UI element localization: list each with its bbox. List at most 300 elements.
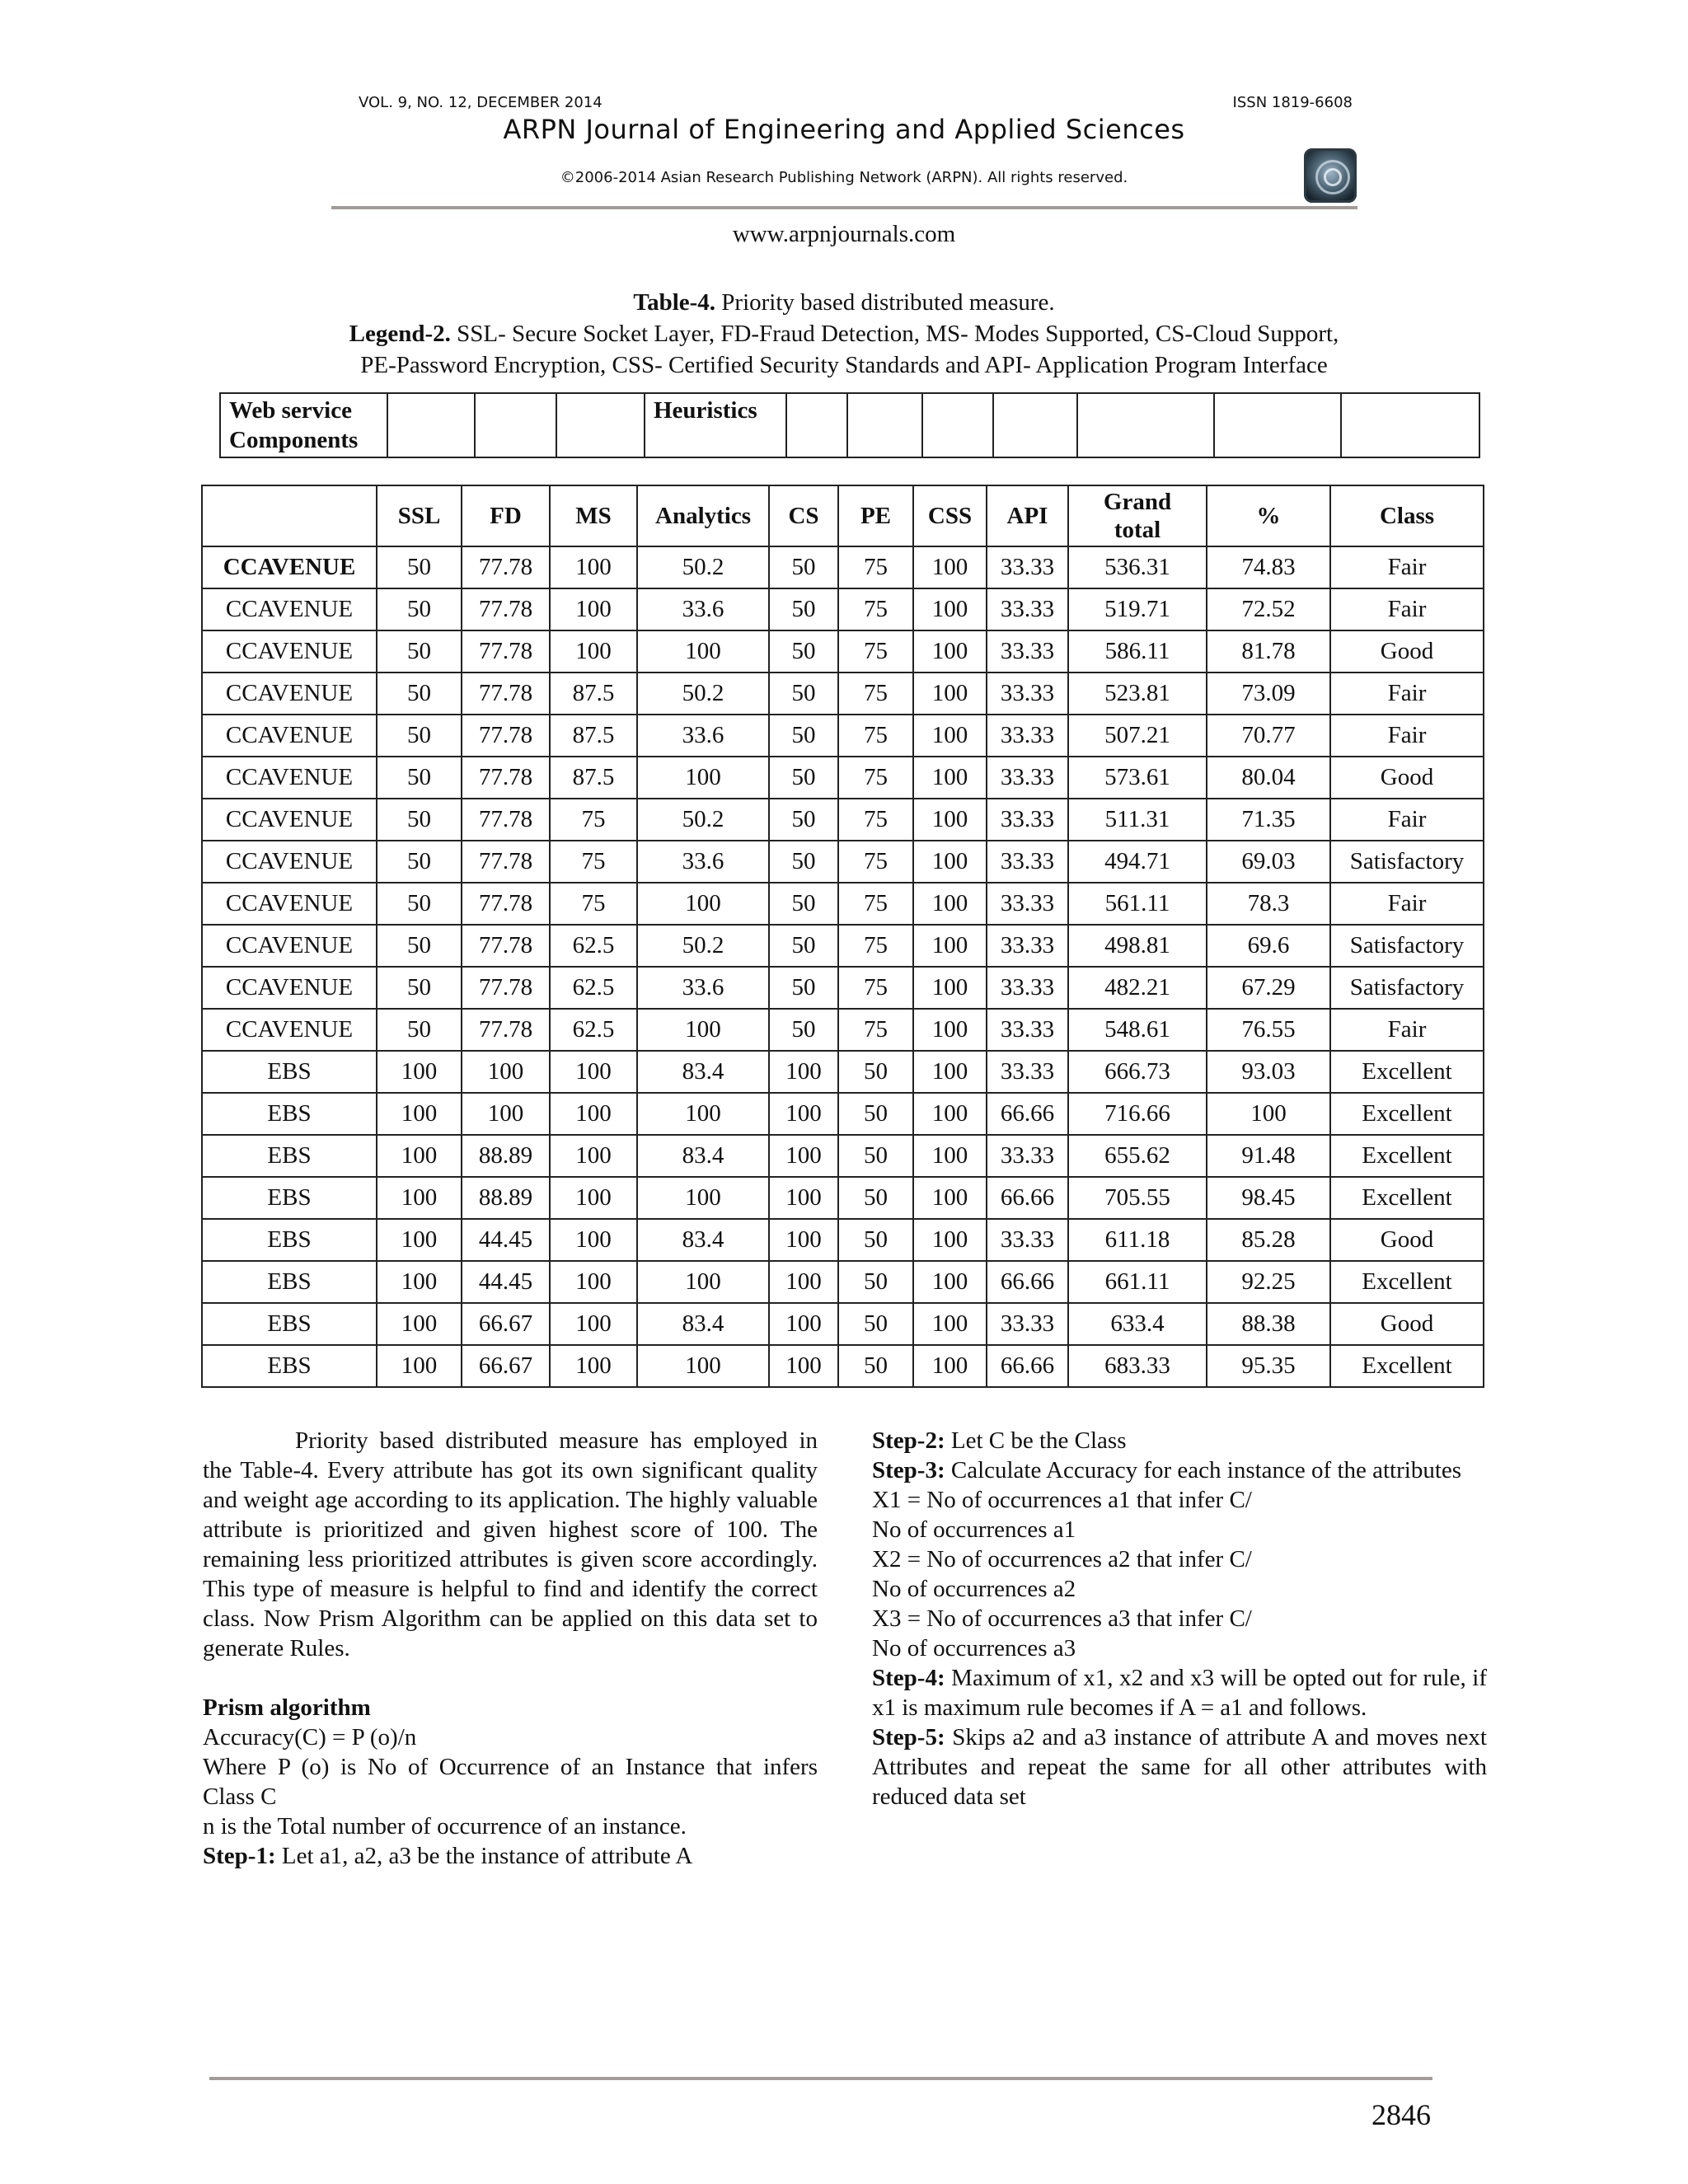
column-header: % — [1207, 485, 1330, 546]
table-cell: 88.38 — [1207, 1303, 1330, 1345]
table-cell: 44.45 — [462, 1219, 550, 1261]
step-5-text: Skips a2 and a3 instance of attribute A and moves next Attributes and repeat the same for all other attributes with reduced data set — [872, 1724, 1487, 1810]
table-cell: 33.33 — [987, 630, 1068, 673]
table-cell: 100 — [769, 1345, 838, 1387]
table-row — [202, 1345, 1484, 1387]
table-cell: 50 — [377, 799, 462, 841]
table-cell: Excellent — [1330, 1051, 1484, 1093]
table-cell: 494.71 — [1068, 841, 1207, 883]
table-cell: 100 — [550, 1093, 637, 1135]
table-row — [202, 1093, 1484, 1135]
table-cell: 511.31 — [1068, 799, 1207, 841]
table-row — [202, 630, 1484, 673]
table-cell: 75 — [838, 1009, 913, 1051]
row-label-cell: EBS — [202, 1093, 377, 1135]
legend-line-2: PE-Password Encryption, CSS- Certified Security Standards and API- Application Program Interface — [360, 352, 1328, 378]
row-label-cell: EBS — [202, 1303, 377, 1345]
table-cell: 100 — [550, 588, 637, 630]
table-cell: 81.78 — [1207, 630, 1330, 673]
table-cell: 100 — [913, 1345, 987, 1387]
table-cell: 66.66 — [987, 1261, 1068, 1303]
table-cell: 100 — [769, 1051, 838, 1093]
step-1-label: Step-1: — [203, 1843, 276, 1869]
table-cell: 66.67 — [462, 1345, 550, 1387]
table-cell: 50 — [769, 630, 838, 673]
step-2 — [872, 1426, 1487, 1455]
table-cell: 75 — [838, 715, 913, 757]
row-label-cell: CCAVENUE — [202, 715, 377, 757]
table-cell: 50 — [377, 715, 462, 757]
row-label-cell: CCAVENUE — [202, 673, 377, 715]
header-divider — [331, 206, 1357, 209]
row-label-cell: CCAVENUE — [202, 546, 377, 588]
table-cell: 95.35 — [1207, 1345, 1330, 1387]
row-label-cell: EBS — [202, 1261, 377, 1303]
table-cell: 77.78 — [462, 967, 550, 1009]
table-row — [202, 588, 1484, 630]
table-cell: 33.33 — [987, 883, 1068, 925]
table-cell: 75 — [838, 925, 913, 967]
table-cell: 33.33 — [987, 715, 1068, 757]
table-cell: 83.4 — [637, 1135, 769, 1177]
table-cell: 50 — [838, 1177, 913, 1219]
table-cell: 586.11 — [1068, 630, 1207, 673]
table-cell: 100 — [550, 1219, 637, 1261]
table-cell: 33.6 — [637, 841, 769, 883]
table-cell: 77.78 — [462, 1009, 550, 1051]
table-cell: Fair — [1330, 673, 1484, 715]
table-cell: 50.2 — [637, 925, 769, 967]
table-cell: 100 — [550, 1051, 637, 1093]
web-service-components-label: Web service Components — [220, 393, 387, 457]
footer-divider — [209, 2077, 1432, 2080]
step-5-label: Step-5: — [872, 1724, 945, 1750]
row-label-cell: CCAVENUE — [202, 967, 377, 1009]
row-label-cell: EBS — [202, 1177, 377, 1219]
table-cell: 50 — [377, 883, 462, 925]
table-row — [202, 1261, 1484, 1303]
column-header: Analytics — [637, 485, 769, 546]
table-cell: 100 — [769, 1093, 838, 1135]
table-cell: 507.21 — [1068, 715, 1207, 757]
table-cell: 66.66 — [987, 1177, 1068, 1219]
table-cell: 100 — [637, 757, 769, 799]
table-cell: 33.33 — [987, 546, 1068, 588]
column-header: Grand total — [1068, 485, 1207, 546]
row-label-cell: CCAVENUE — [202, 630, 377, 673]
table-cell: 92.25 — [1207, 1261, 1330, 1303]
stub-cell — [556, 393, 645, 457]
table-cell: 75 — [838, 967, 913, 1009]
table-cell: 75 — [838, 546, 913, 588]
table-cell: 100 — [913, 883, 987, 925]
table-cell: 33.33 — [987, 757, 1068, 799]
copyright-notice: ©2006-2014 Asian Research Publishing Network (ARPN). All rights reserved. — [560, 169, 1128, 186]
step-3 — [872, 1455, 1487, 1485]
table-cell: 561.11 — [1068, 883, 1207, 925]
table-cell: 33.33 — [987, 1135, 1068, 1177]
step-2-text: Let C be the Class — [945, 1427, 1127, 1454]
table-cell: 50 — [769, 841, 838, 883]
table-cell: 100 — [913, 1051, 987, 1093]
step-1 — [203, 1841, 818, 1871]
row-label-cell: CCAVENUE — [202, 1009, 377, 1051]
table-cell: 75 — [838, 588, 913, 630]
table-cell: 91.48 — [1207, 1135, 1330, 1177]
table-cell: 50 — [838, 1135, 913, 1177]
table-cell: 100 — [550, 1135, 637, 1177]
table-cell: 77.78 — [462, 799, 550, 841]
table-cell: 100 — [769, 1303, 838, 1345]
table-cell: 482.21 — [1068, 967, 1207, 1009]
step-4-text: Maximum of x1, x2 and x3 will be opted out for rule, if x1 is maximum rule becomes if A = a1 and follows. — [872, 1665, 1487, 1721]
table-cell: 50 — [377, 630, 462, 673]
stub-cell — [475, 393, 556, 457]
table-cell: 83.4 — [637, 1303, 769, 1345]
table-cell: 75 — [838, 630, 913, 673]
table-cell: 716.66 — [1068, 1093, 1207, 1135]
table-cell: 100 — [913, 1177, 987, 1219]
table-header-row — [202, 485, 1484, 546]
table-cell: 100 — [769, 1261, 838, 1303]
table-cell: 33.33 — [987, 1009, 1068, 1051]
priority-measure-table — [201, 485, 1484, 1388]
table-cell: 62.5 — [550, 925, 637, 967]
table-cell: 85.28 — [1207, 1219, 1330, 1261]
volume-info: VOL. 9, NO. 12, DECEMBER 2014 — [359, 94, 603, 111]
table-cell: 88.89 — [462, 1177, 550, 1219]
table-cell: 100 — [913, 630, 987, 673]
stub-cell — [993, 393, 1077, 457]
table-cell: 100 — [550, 546, 637, 588]
table-cell: 50 — [769, 925, 838, 967]
table-cell: 50 — [377, 757, 462, 799]
table-cell: 50 — [769, 546, 838, 588]
table-cell: 100 — [913, 673, 987, 715]
table-cell: 75 — [550, 841, 637, 883]
table-title: Priority based distributed measure. — [721, 289, 1055, 316]
column-header: FD — [462, 485, 550, 546]
row-label-cell: EBS — [202, 1051, 377, 1093]
table-cell: 50 — [838, 1219, 913, 1261]
table-cell: 100 — [377, 1261, 462, 1303]
table-cell: 100 — [550, 1303, 637, 1345]
stub-cell — [1077, 393, 1214, 457]
n-definition: n is the Total number of occurrence of an instance. — [203, 1813, 687, 1840]
table-cell: 100 — [637, 883, 769, 925]
table-cell: Good — [1330, 630, 1484, 673]
table-cell: 50 — [377, 967, 462, 1009]
table-cell: Satisfactory — [1330, 925, 1484, 967]
table-cell: 100 — [637, 1261, 769, 1303]
table-cell: 75 — [838, 799, 913, 841]
table-cell: 100 — [637, 630, 769, 673]
table-cell: 33.33 — [987, 1303, 1068, 1345]
table-cell: 50 — [769, 588, 838, 630]
step-3-text: Calculate Accuracy for each instance of the attributes — [945, 1457, 1462, 1483]
stub-cell — [922, 393, 993, 457]
table-cell: 67.29 — [1207, 967, 1330, 1009]
table-cell: 70.77 — [1207, 715, 1330, 757]
table-cell: 50 — [769, 799, 838, 841]
table-row — [202, 1219, 1484, 1261]
table-cell: 633.4 — [1068, 1303, 1207, 1345]
intro-paragraph: Priority based distributed measure has employed in the Table-4. Every attribute has got its own significant quality and weight age according to its application. The highly valuable attribute is prioritized and given highest score of 100. The remaining less prioritized attributes is given score accordingly. This type of measure is helpful to find and identify the correct class. Now Prism Algorithm can be applied on this data set to generate Rules. — [203, 1427, 818, 1661]
issn: ISSN 1819-6608 — [1232, 94, 1353, 111]
column-header: MS — [550, 485, 637, 546]
table-cell: 77.78 — [462, 757, 550, 799]
table-cell: 88.89 — [462, 1135, 550, 1177]
table-cell: 50 — [377, 841, 462, 883]
table-cell: 33.33 — [987, 1051, 1068, 1093]
table-cell: 100 — [377, 1093, 462, 1135]
website-url: www.arpnjournals.com — [732, 221, 956, 247]
table-row — [202, 883, 1484, 925]
table-cell: 50 — [377, 673, 462, 715]
table-row — [202, 967, 1484, 1009]
table-cell: 100 — [913, 1261, 987, 1303]
table-cell: 44.45 — [462, 1261, 550, 1303]
x1-line-b: No of occurrences a1 — [872, 1516, 1076, 1543]
table-row — [202, 1051, 1484, 1093]
journal-title: ARPN Journal of Engineering and Applied Sciences — [503, 114, 1185, 145]
table-cell: 100 — [550, 630, 637, 673]
table-cell: 50 — [377, 546, 462, 588]
table-cell: 50 — [377, 588, 462, 630]
table-cell: 50.2 — [637, 673, 769, 715]
table-cell: 50 — [838, 1093, 913, 1135]
table-cell: Excellent — [1330, 1261, 1484, 1303]
table-cell: 33.33 — [987, 967, 1068, 1009]
table-cell: 519.71 — [1068, 588, 1207, 630]
prism-algorithm-heading: Prism algorithm — [203, 1694, 371, 1721]
table-cell: 683.33 — [1068, 1345, 1207, 1387]
table-row — [202, 1177, 1484, 1219]
table-cell: 100 — [462, 1051, 550, 1093]
heuristics-label: Heuristics — [645, 393, 786, 457]
table-cell: 100 — [913, 546, 987, 588]
table-label: Table-4. — [633, 289, 716, 316]
row-label-cell: CCAVENUE — [202, 925, 377, 967]
table-cell: 100 — [913, 1303, 987, 1345]
table-cell: 100 — [913, 967, 987, 1009]
table-cell: 98.45 — [1207, 1177, 1330, 1219]
table-cell: 50.2 — [637, 799, 769, 841]
table-row — [202, 546, 1484, 588]
table-cell: 573.61 — [1068, 757, 1207, 799]
legend-line-1 — [0, 318, 1688, 349]
table-cell: Good — [1330, 1219, 1484, 1261]
table-cell: 100 — [462, 1093, 550, 1135]
table-cell: 100 — [377, 1135, 462, 1177]
column-header: CSS — [913, 485, 987, 546]
table-cell: 100 — [769, 1219, 838, 1261]
table-cell: 73.09 — [1207, 673, 1330, 715]
table-cell: 77.78 — [462, 546, 550, 588]
table-cell: Fair — [1330, 546, 1484, 588]
table-row — [202, 841, 1484, 883]
arpn-logo-icon — [1304, 148, 1357, 203]
row-label-cell: CCAVENUE — [202, 757, 377, 799]
table-cell: 100 — [637, 1177, 769, 1219]
table-caption — [0, 287, 1688, 318]
table-cell: 100 — [377, 1051, 462, 1093]
table-row — [202, 925, 1484, 967]
table-cell: 100 — [913, 799, 987, 841]
step-5 — [872, 1722, 1487, 1811]
table-cell: 100 — [769, 1177, 838, 1219]
row-label-cell: CCAVENUE — [202, 799, 377, 841]
table-cell: 100 — [377, 1219, 462, 1261]
table-cell: 77.78 — [462, 883, 550, 925]
table-cell: 33.6 — [637, 967, 769, 1009]
table-cell: 100 — [550, 1177, 637, 1219]
x1-line-a: X1 = No of occurrences a1 that infer C/ — [872, 1487, 1252, 1513]
stub-cell — [1214, 393, 1341, 457]
table-cell: 661.11 — [1068, 1261, 1207, 1303]
table-cell: 705.55 — [1068, 1177, 1207, 1219]
table-cell: 50 — [838, 1261, 913, 1303]
x3-line-a: X3 = No of occurrences a3 that infer C/ — [872, 1605, 1252, 1632]
table-cell: 536.31 — [1068, 546, 1207, 588]
table-cell: 75 — [550, 883, 637, 925]
table-cell: 71.35 — [1207, 799, 1330, 841]
step-2-label: Step-2: — [872, 1427, 945, 1454]
table-cell: 100 — [913, 1219, 987, 1261]
table-cell: 75 — [838, 673, 913, 715]
table-cell: 78.3 — [1207, 883, 1330, 925]
row-label-cell: EBS — [202, 1219, 377, 1261]
table-cell: 75 — [838, 757, 913, 799]
stub-cell — [1341, 393, 1479, 457]
table-cell: 75 — [550, 799, 637, 841]
table-cell: 611.18 — [1068, 1219, 1207, 1261]
table-row — [202, 715, 1484, 757]
table-cell: 50 — [769, 967, 838, 1009]
table-cell: 33.33 — [987, 588, 1068, 630]
table-cell: Fair — [1330, 588, 1484, 630]
table-cell: Excellent — [1330, 1177, 1484, 1219]
table-cell: 74.83 — [1207, 546, 1330, 588]
table-cell: 100 — [550, 1345, 637, 1387]
table-cell: 77.78 — [462, 715, 550, 757]
table-cell: 77.78 — [462, 925, 550, 967]
column-header: SSL — [377, 485, 462, 546]
x2-line-b: No of occurrences a2 — [872, 1576, 1076, 1602]
table-cell: 75 — [838, 883, 913, 925]
step-1-text: Let a1, a2, a3 be the instance of attribute A — [275, 1843, 693, 1869]
table-cell: 50 — [769, 715, 838, 757]
table-cell: 75 — [838, 841, 913, 883]
table-cell: 33.6 — [637, 715, 769, 757]
table-row — [202, 673, 1484, 715]
table-cell: 100 — [913, 588, 987, 630]
table-cell: 69.6 — [1207, 925, 1330, 967]
table-cell: 666.73 — [1068, 1051, 1207, 1093]
table-cell: 80.04 — [1207, 757, 1330, 799]
stub-cell — [847, 393, 922, 457]
table-cell: 66.66 — [987, 1345, 1068, 1387]
table-body — [202, 546, 1484, 1387]
table-cell: 50.2 — [637, 546, 769, 588]
table-row — [202, 1009, 1484, 1051]
table-row — [202, 1135, 1484, 1177]
table-cell: 77.78 — [462, 588, 550, 630]
stub-cell — [387, 393, 475, 457]
step-4 — [872, 1663, 1487, 1722]
legend-label: Legend-2. — [349, 321, 451, 347]
table-cell: Fair — [1330, 1009, 1484, 1051]
table-cell: 50 — [838, 1303, 913, 1345]
row-label-cell: EBS — [202, 1345, 377, 1387]
table-cell: 100 — [637, 1345, 769, 1387]
table-cell: Fair — [1330, 799, 1484, 841]
column-header: PE — [838, 485, 913, 546]
table-cell: 50 — [838, 1345, 913, 1387]
table-cell: 87.5 — [550, 673, 637, 715]
table-row — [202, 1303, 1484, 1345]
table-cell: 77.78 — [462, 841, 550, 883]
table-cell: 100 — [637, 1093, 769, 1135]
column-header-blank — [202, 485, 377, 546]
table-cell: 100 — [550, 1261, 637, 1303]
table-cell: 33.6 — [637, 588, 769, 630]
table-cell: 100 — [377, 1345, 462, 1387]
table-cell: 498.81 — [1068, 925, 1207, 967]
table-row — [202, 757, 1484, 799]
table-cell: 62.5 — [550, 967, 637, 1009]
table-cell: 66.66 — [987, 1093, 1068, 1135]
table-cell: Satisfactory — [1330, 967, 1484, 1009]
table-cell: 100 — [377, 1177, 462, 1219]
step-3-label: Step-3: — [872, 1457, 945, 1483]
table-cell: 655.62 — [1068, 1135, 1207, 1177]
table-cell: 50 — [769, 757, 838, 799]
table-cell: 100 — [913, 715, 987, 757]
table-cell: 83.4 — [637, 1219, 769, 1261]
header-stub-table — [219, 392, 1480, 458]
table-cell: 100 — [913, 1009, 987, 1051]
table-cell: 50 — [377, 925, 462, 967]
table-cell: 77.78 — [462, 673, 550, 715]
table-cell: 100 — [637, 1009, 769, 1051]
table-row — [202, 799, 1484, 841]
page-number: 2846 — [1372, 2098, 1431, 2131]
table-cell: 523.81 — [1068, 673, 1207, 715]
table-cell: 100 — [377, 1303, 462, 1345]
accuracy-formula: Accuracy(C) = P (o)/n — [203, 1724, 417, 1750]
legend-text-1: SSL- Secure Socket Layer, FD-Fraud Detection, MS- Modes Supported, CS-Cloud Support, — [457, 321, 1339, 347]
table-cell: 87.5 — [550, 757, 637, 799]
table-cell: Satisfactory — [1330, 841, 1484, 883]
table-cell: Excellent — [1330, 1093, 1484, 1135]
x3-line-b: No of occurrences a3 — [872, 1635, 1076, 1661]
column-header: API — [987, 485, 1068, 546]
column-header: CS — [769, 485, 838, 546]
x2-line-a: X2 = No of occurrences a2 that infer C/ — [872, 1546, 1252, 1572]
right-column — [872, 1426, 1487, 1811]
row-label-cell: CCAVENUE — [202, 588, 377, 630]
table-cell: 100 — [913, 925, 987, 967]
table-cell: 100 — [769, 1135, 838, 1177]
table-cell: 83.4 — [637, 1051, 769, 1093]
table-cell: 72.52 — [1207, 588, 1330, 630]
where-definition: Where P (o) is No of Occurrence of an Instance that infers Class C — [203, 1754, 818, 1810]
table-cell: 66.67 — [462, 1303, 550, 1345]
table-cell: 100 — [913, 757, 987, 799]
table-cell: 33.33 — [987, 1219, 1068, 1261]
table-cell: 76.55 — [1207, 1009, 1330, 1051]
